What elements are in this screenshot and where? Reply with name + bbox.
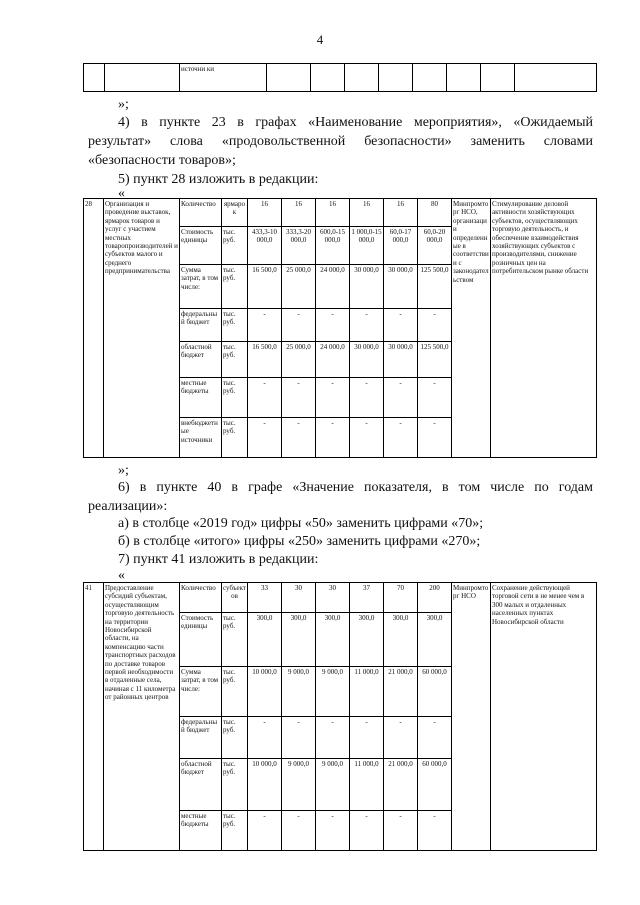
value-cell: 30 000,0 xyxy=(350,342,384,378)
page-number: 4 xyxy=(316,32,324,47)
value-cell: 16 500,0 xyxy=(248,342,282,378)
value-cell: - xyxy=(384,717,418,759)
value-cell: - xyxy=(350,378,384,418)
value-cell: - xyxy=(350,309,384,342)
value-cell: - xyxy=(350,811,384,851)
row-label: местные бюджеты xyxy=(180,378,222,418)
value-cell: 125 500,0 xyxy=(418,342,452,378)
value-cell: - xyxy=(316,378,350,418)
row-number: 41 xyxy=(84,583,104,851)
value-cell: 300,0 xyxy=(248,613,282,667)
value-cell: 16 500,0 xyxy=(248,265,282,309)
value-cell: 300,0 xyxy=(418,613,452,667)
value-cell: - xyxy=(282,309,316,342)
row-label: внебюджетные источники xyxy=(180,418,222,458)
value-cell: 433,3-10 000,0 xyxy=(248,227,282,265)
table-row xyxy=(84,199,597,227)
row-unit: тыс. руб. xyxy=(222,418,248,458)
row-label: федеральный бюджет xyxy=(180,717,222,759)
value-cell: 1 000,0-15 000,0 xyxy=(350,227,384,265)
table-item-41 xyxy=(83,582,597,851)
value-cell: - xyxy=(282,717,316,759)
value-cell: 10 000,0 xyxy=(248,667,282,717)
value-cell: 30 000,0 xyxy=(384,342,418,378)
item-6-text: 6) в пункте 40 в графе «Значение показателя, в том числе по годам реализации»: xyxy=(88,480,593,514)
value-cell: 30 xyxy=(282,583,316,613)
activity-name: Предоставление субсидий субъектам, осуществляющим торговую деятельность на территории Новосибирской области, на компенсацию части транспортных расходов по доставке товаров первой необходимости в отдаленные села, начиная с 11 километра от районных центров xyxy=(104,583,180,851)
value-cell: 600,0-15 000,0 xyxy=(316,227,350,265)
row-number: 28 xyxy=(84,199,104,458)
opening-quote: « xyxy=(118,568,125,583)
row-label: Сумма затрат, в том числе: xyxy=(180,667,222,717)
expected-result: Стимулирование деловой активности хозяйствующих субъектов, осуществляющих торговую деятельность, и обеспечение взаимодействия хозяйствующих субъектов с производителями, снижение розничных цен на потребительском рынке области xyxy=(491,199,597,458)
value-cell: - xyxy=(248,717,282,759)
value-cell: - xyxy=(316,309,350,342)
value-cell: - xyxy=(316,811,350,851)
value-cell: 16 xyxy=(316,199,350,227)
value-cell: 25 000,0 xyxy=(282,265,316,309)
value-cell: - xyxy=(418,378,452,418)
value-cell: 30 xyxy=(316,583,350,613)
row-unit: тыс. руб. xyxy=(222,265,248,309)
row-label: Стоимость единицы xyxy=(180,613,222,667)
value-cell: 333,3-20 000,0 xyxy=(282,227,316,265)
item-4-text: 4) в пункте 23 в графах «Наименование мероприятия», «Ожидаемый результат» слова «продовольственной безопасности» заменить словами «безопасности товаров»; xyxy=(88,115,593,168)
top-table-fragment xyxy=(83,63,597,92)
item-6b-text: б) в столбце «итого» цифры «250» заменить цифрами «270»; xyxy=(118,534,481,549)
value-cell: 60 000,0 xyxy=(418,759,452,811)
activity-name: Организация и проведение выставок, ярмарок товаров и услуг с участием местных товаропроизводителей и субъектов малого и среднего предпринимательства xyxy=(104,199,180,458)
value-cell: 70 xyxy=(384,583,418,613)
value-cell: - xyxy=(248,418,282,458)
value-cell: - xyxy=(418,418,452,458)
closing-quote: »; xyxy=(118,97,129,112)
opening-quote: « xyxy=(118,186,125,201)
value-cell: 300,0 xyxy=(350,613,384,667)
value-cell: 24 000,0 xyxy=(316,342,350,378)
value-cell: - xyxy=(316,717,350,759)
table-row xyxy=(84,583,597,613)
value-cell: - xyxy=(384,309,418,342)
value-cell: 16 xyxy=(282,199,316,227)
value-cell: 80 xyxy=(418,199,452,227)
value-cell: 60,0-17 000,0 xyxy=(384,227,418,265)
value-cell: 11 000,0 xyxy=(350,667,384,717)
row-unit: тыс. руб. xyxy=(222,717,248,759)
top-table-cell: источни ки xyxy=(180,64,267,92)
value-cell: - xyxy=(282,418,316,458)
row-label: местные бюджеты xyxy=(180,811,222,851)
row-label: Сумма затрат, в том числе: xyxy=(180,265,222,309)
value-cell: - xyxy=(248,811,282,851)
value-cell: 37 xyxy=(350,583,384,613)
row-label: Количество xyxy=(180,583,222,613)
row-unit: тыс. руб. xyxy=(222,613,248,667)
row-label: федеральный бюджет xyxy=(180,309,222,342)
value-cell: 25 000,0 xyxy=(282,342,316,378)
value-cell: - xyxy=(350,418,384,458)
value-cell: 9 000,0 xyxy=(316,667,350,717)
value-cell: 16 xyxy=(248,199,282,227)
value-cell: 16 xyxy=(384,199,418,227)
value-cell: 125 500,0 xyxy=(418,265,452,309)
value-cell: 11 000,0 xyxy=(350,759,384,811)
row-unit: тыс. руб. xyxy=(222,227,248,265)
item-5-text: 5) пункт 28 изложить в редакции: xyxy=(118,172,319,187)
value-cell: - xyxy=(418,811,452,851)
value-cell: 21 000,0 xyxy=(384,759,418,811)
row-unit: тыс. руб. xyxy=(222,309,248,342)
value-cell: 9 000,0 xyxy=(316,759,350,811)
value-cell: 30 000,0 xyxy=(350,265,384,309)
value-cell: - xyxy=(384,378,418,418)
responsible-executor: Минпромторг НСО xyxy=(452,583,491,851)
value-cell: - xyxy=(384,811,418,851)
value-cell: 10 000,0 xyxy=(248,759,282,811)
value-cell: - xyxy=(350,717,384,759)
value-cell: 21 000,0 xyxy=(384,667,418,717)
value-cell: 300,0 xyxy=(384,613,418,667)
row-unit: тыс. руб. xyxy=(222,378,248,418)
table-item-28 xyxy=(83,198,597,458)
row-unit: ярмарок xyxy=(222,199,248,227)
value-cell: 9 000,0 xyxy=(282,759,316,811)
row-unit: тыс. руб. xyxy=(222,759,248,811)
row-label: областной бюджет xyxy=(180,342,222,378)
item-7-text: 7) пункт 41 изложить в редакции: xyxy=(118,552,319,567)
item-6a-text: а) в столбце «2019 год» цифры «50» заменить цифрами «70»; xyxy=(118,516,484,531)
value-cell: 30 000,0 xyxy=(384,265,418,309)
value-cell: - xyxy=(418,717,452,759)
value-cell: - xyxy=(384,418,418,458)
expected-result: Сохранение действующей торговой сети в не менее чем в 300 малых и отдаленных населенных пунктах Новосибирской области xyxy=(491,583,597,851)
row-label: Количество xyxy=(180,199,222,227)
value-cell: 24 000,0 xyxy=(316,265,350,309)
row-label: областной бюджет xyxy=(180,759,222,811)
value-cell: - xyxy=(282,378,316,418)
value-cell: - xyxy=(418,309,452,342)
value-cell: 300,0 xyxy=(316,613,350,667)
value-cell: 60 000,0 xyxy=(418,667,452,717)
value-cell: 33 xyxy=(248,583,282,613)
row-unit: тыс. руб. xyxy=(222,811,248,851)
value-cell: - xyxy=(248,309,282,342)
responsible-executor: Минпромторг НСО, организации определенные в соответствии с законодательством xyxy=(452,199,491,458)
value-cell: 300,0 xyxy=(282,613,316,667)
value-cell: 200 xyxy=(418,583,452,613)
value-cell: 9 000,0 xyxy=(282,667,316,717)
value-cell: 60,0-20 000,0 xyxy=(418,227,452,265)
value-cell: - xyxy=(316,418,350,458)
row-unit: тыс. руб. xyxy=(222,342,248,378)
row-unit: тыс. руб. xyxy=(222,667,248,717)
closing-quote: »; xyxy=(118,463,129,478)
value-cell: 16 xyxy=(350,199,384,227)
row-label: Стоимость единицы xyxy=(180,227,222,265)
value-cell: - xyxy=(282,811,316,851)
value-cell: - xyxy=(248,378,282,418)
row-unit: субъектов xyxy=(222,583,248,613)
